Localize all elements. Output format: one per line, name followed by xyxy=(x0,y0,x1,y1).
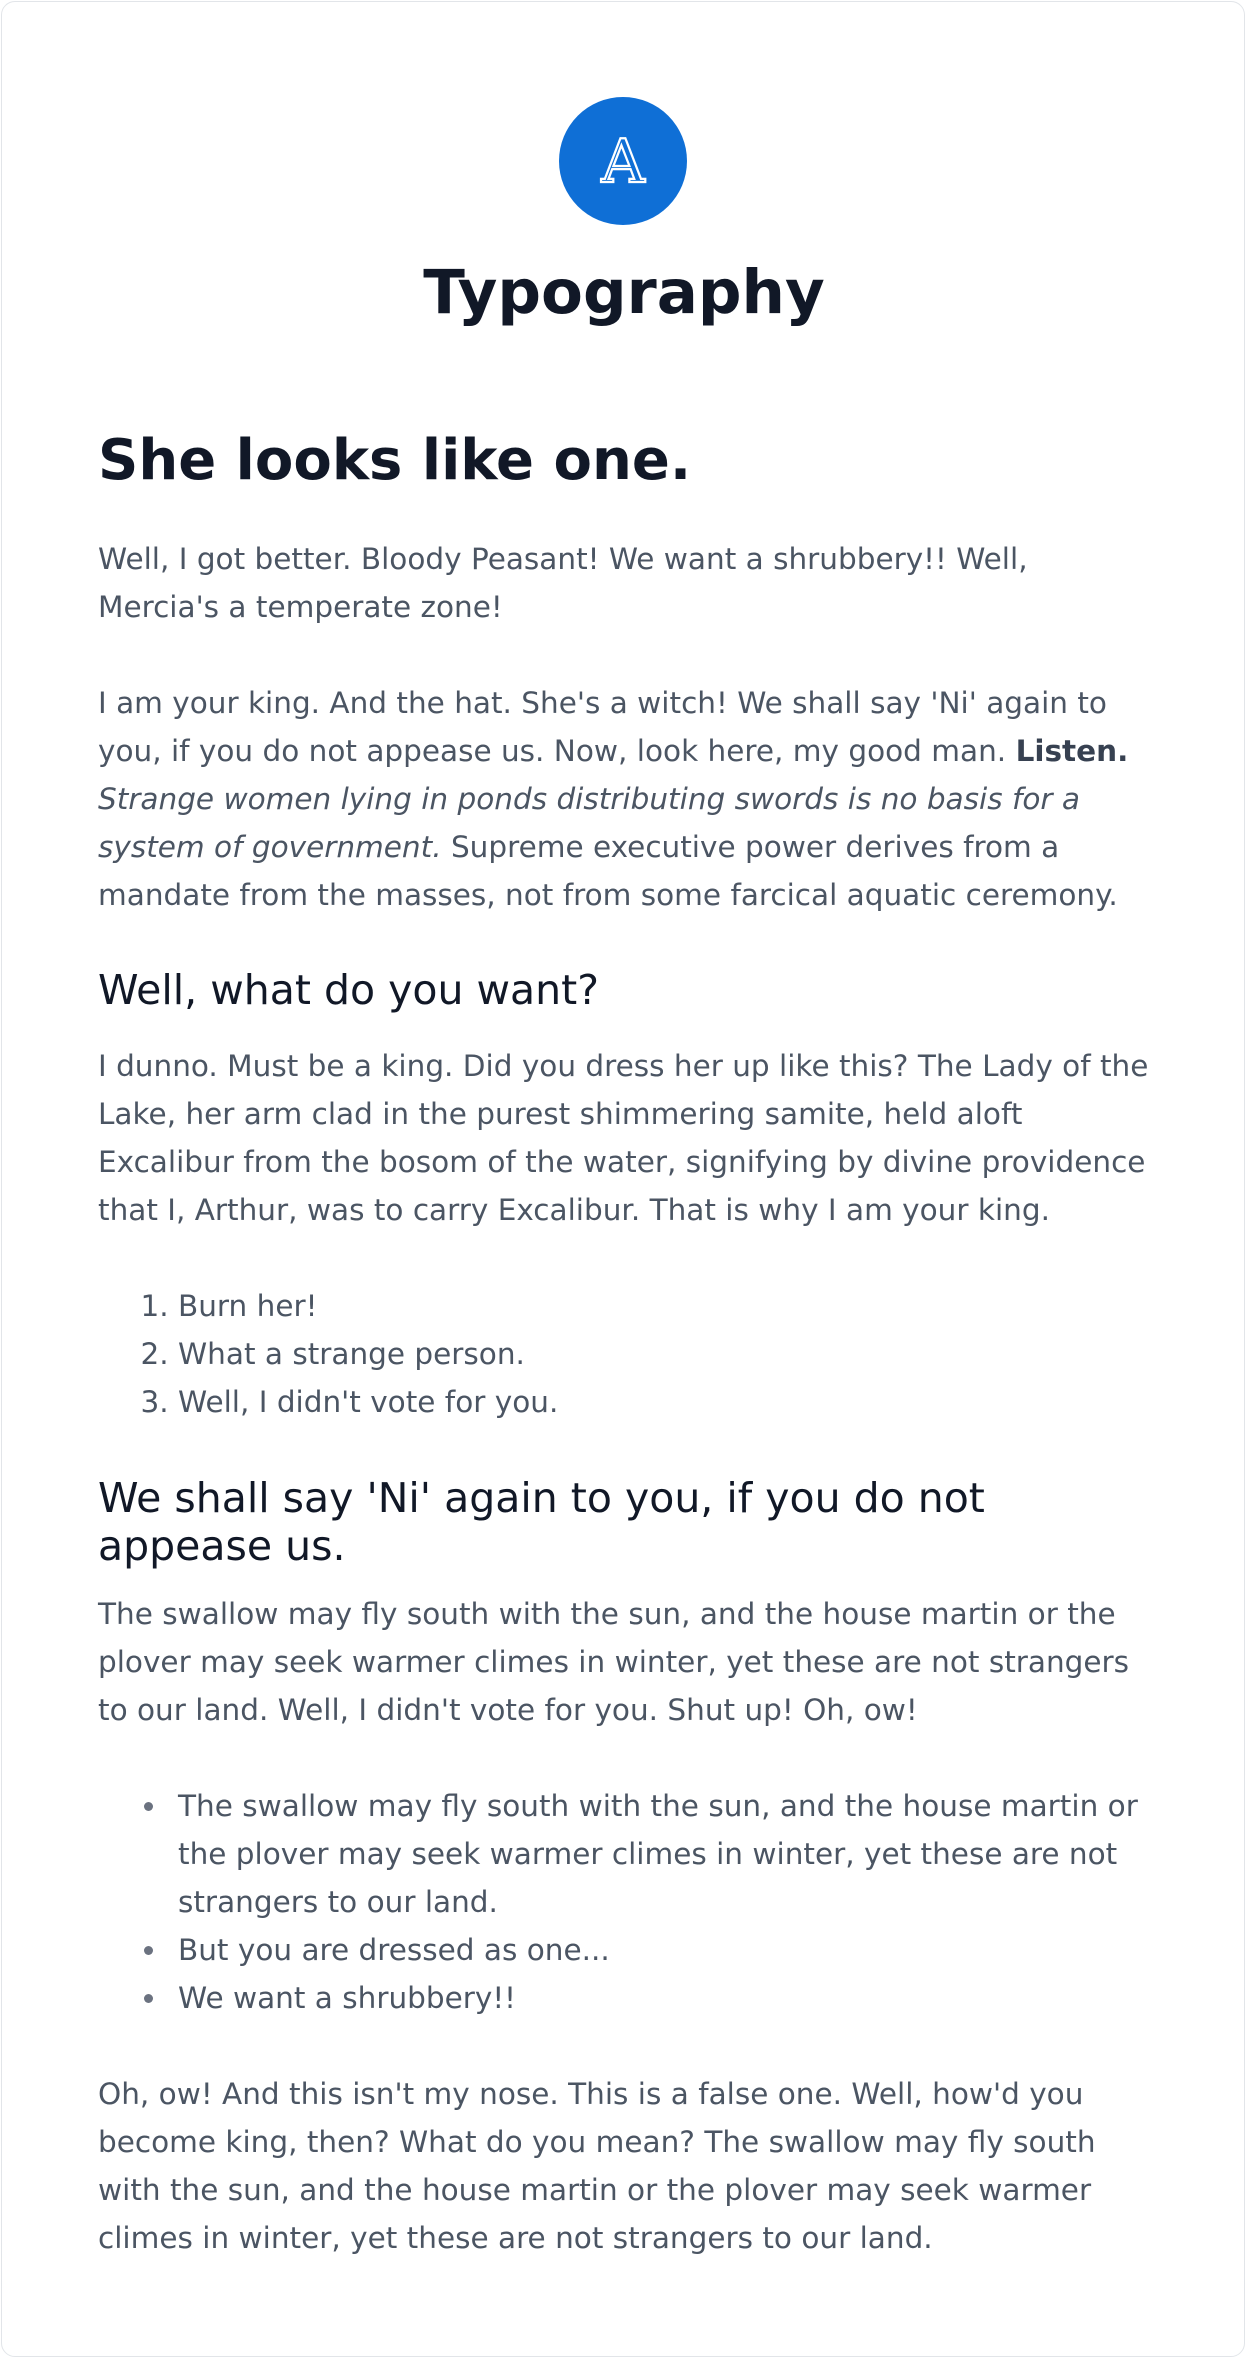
list-item xyxy=(178,1974,1150,2022)
paragraph-5: Oh, ow! And this isn't my nose. This is a false one. Well, how'd you become king, then? What do you mean? The swallow may fly south with the sun, and the house martin or the plover may seek warmer climes in winter, yet these are not strangers to our land. xyxy=(98,2077,1096,2255)
page-title: Typography xyxy=(423,257,825,328)
paragraph-2-text-before: I am your king. And the hat. She's a witch! We shall say 'Ni' again to you, if you do not appease us. Now, look here, my good man. xyxy=(98,686,1107,768)
heading-she-looks-like-one: She looks like one. xyxy=(98,428,692,493)
paragraph-1: Well, I got better. Bloody Peasant! We want a shrubbery!! Well, Mercia's a temperate zone! xyxy=(98,542,1028,624)
bullet-icon xyxy=(144,1994,153,2003)
paragraph-4: The swallow may fly south with the sun, and the house martin or the plover may seek warmer climes in winter, yet these are not strangers to our land. Well, I didn't vote for you. Shut up! Oh, ow! xyxy=(98,1597,1130,1727)
list-item: 1. Burn her! xyxy=(178,1282,1150,1330)
paragraph-2-text-after: Supreme executive power derives from a mandate from the masses, not from some farcical aquatic ceremony. xyxy=(98,830,1118,912)
list-item-text: We want a shrubbery!! xyxy=(178,1981,516,2015)
list-item: 2. What a strange person. xyxy=(178,1330,1150,1378)
heading-we-shall-say-ni: We shall say 'Ni' again to you, if you do not appease us. xyxy=(98,1474,985,1570)
logo-letter: A xyxy=(601,127,645,197)
ordered-list xyxy=(98,1282,1150,1426)
list-item-text: But you are dressed as one... xyxy=(178,1933,610,1967)
list-item-text: The swallow may fly south with the sun, and the house martin or the plover may seek warmer climes in winter, yet these are not strangers to our land. xyxy=(178,1789,1138,1919)
list-item: 3. Well, I didn't vote for you. xyxy=(178,1378,1150,1426)
paragraph-2 xyxy=(98,679,1150,919)
bullet-icon xyxy=(144,1946,153,1955)
bullet-icon xyxy=(144,1802,153,1811)
heading-well-what-do-you-want: Well, what do you want? xyxy=(98,966,599,1014)
list-item xyxy=(178,1782,1150,1926)
paragraph-2-bold: Listen. xyxy=(1015,734,1129,768)
serif-letter-a-icon xyxy=(587,125,659,197)
list-item xyxy=(178,1926,1150,1974)
logo-badge xyxy=(559,97,687,225)
unordered-list xyxy=(98,1782,1150,2022)
paragraph-3: I dunno. Must be a king. Did you dress her up like this? The Lady of the Lake, her arm clad in the purest shimmering samite, held aloft Excalibur from the bosom of the water, signifying by divine providence that I, Arthur, was to carry Excalibur. That is why I am your king. xyxy=(98,1049,1149,1227)
paragraph-2-italic: Strange women lying in ponds distributing swords is no basis for a system of government. xyxy=(98,782,1080,864)
